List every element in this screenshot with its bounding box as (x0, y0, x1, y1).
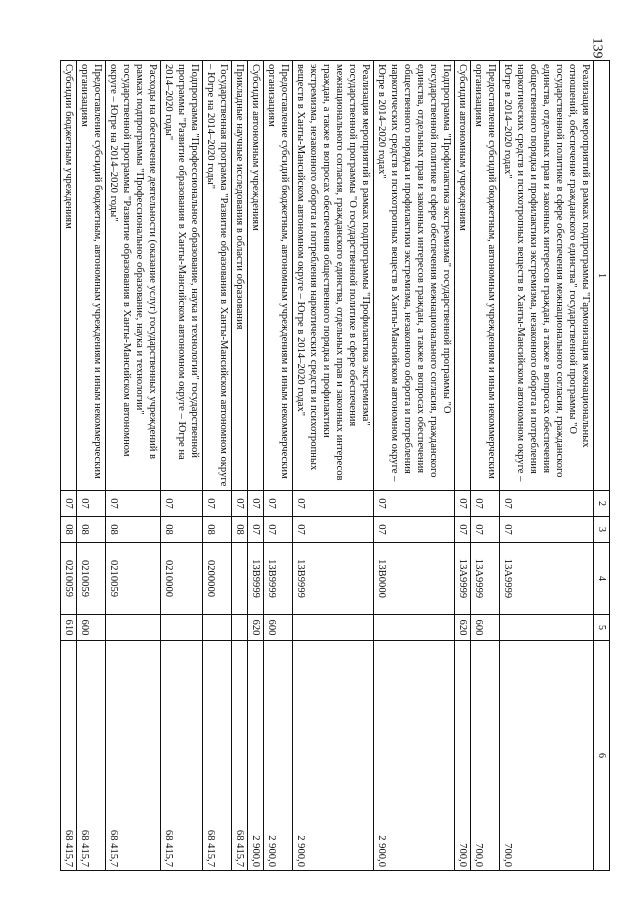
row-amount: 68 415,7 (61, 641, 77, 871)
row-section: 07 (232, 491, 248, 517)
row-target-code (232, 543, 248, 615)
row-section: 07 (264, 491, 293, 517)
header-col-2: 2 (594, 491, 610, 517)
row-name: Субсидии автономным учреждениям (248, 61, 264, 491)
row-target-code: 0210059 (77, 543, 106, 615)
row-expense-type: 620 (455, 615, 471, 641)
row-section: 07 (374, 491, 455, 517)
row-expense-type: 600 (77, 615, 106, 641)
row-target-code: 13А9999 (500, 543, 594, 615)
budget-table-rotated (60, 60, 610, 870)
row-amount: 68 415,7 (77, 641, 106, 871)
table-row (77, 61, 106, 871)
row-subsection: 07 (455, 517, 471, 543)
table-row (232, 61, 248, 871)
table-row (248, 61, 264, 871)
row-subsection: 08 (106, 517, 161, 543)
row-section: 07 (161, 491, 203, 517)
row-name: Реализация мероприятий в рамках подпрограммы "Профилактика экстремизма" государственной программы "О государственной политике в сфере обеспечения межнационального согласия, гражданского единства, отдельных прав и законных интересов граждан, а также в вопросах обеспечения общественного порядка и профилактики экстремизма, незаконного оборота и потребления наркотических средств и психотропных веществ в Ханты-Мансийском автономном округе – Югре в 2014–2020 годах" (293, 61, 374, 491)
row-target-code: 13А9999 (471, 543, 500, 615)
row-name: Расходы на обеспечение деятельности (оказание услуг) государственных учреждений в рамках подпрограммы "Профессиональное образование, наука и технологии" государственной программы "Развитие образования в Ханты-Мансийском автономном округе – Югре на 2014–2020 годы" (106, 61, 161, 491)
row-expense-type (500, 615, 594, 641)
row-amount: 2 900,0 (264, 641, 293, 871)
row-expense-type (203, 615, 232, 641)
row-subsection: 07 (293, 517, 374, 543)
row-target-code: 13В9999 (248, 543, 264, 615)
row-amount: 68 415,7 (232, 641, 248, 871)
table-row (203, 61, 232, 871)
row-target-code: 13А9999 (455, 543, 471, 615)
table-header-row (594, 61, 610, 871)
row-subsection: 08 (77, 517, 106, 543)
row-section: 07 (61, 491, 77, 517)
row-target-code: 13В9999 (293, 543, 374, 615)
budget-table (60, 60, 610, 871)
table-row (106, 61, 161, 871)
table-row (161, 61, 203, 871)
row-subsection: 07 (471, 517, 500, 543)
row-name: Субсидии автономным учреждениям (455, 61, 471, 491)
row-name: Подпрограмма "Профессиональное образование, наука и технологии" государственной программы "Развитие образования в Ханты-Мансийском автономном округе – Югре на 2014–2020 годы" (161, 61, 203, 491)
row-expense-type (232, 615, 248, 641)
row-amount: 2 900,0 (293, 641, 374, 871)
row-name: Подпрограмма "Профилактика экстремизма" государственной программы "О государственной политике в сфере обеспечения межнационального согласия, гражданского единства, отдельных прав и законных интересов граждан, а также в вопросах обеспечения общественного порядка и профилактики экстремизма, незаконного оборота и потребления наркотических средств и психотропных веществ в Ханты-Мансийском автономном округе – Югре в 2014–2020 годах" (374, 61, 455, 491)
row-section: 07 (455, 491, 471, 517)
row-target-code: 0200000 (203, 543, 232, 615)
row-amount: 68 415,7 (106, 641, 161, 871)
table-row (500, 61, 594, 871)
row-amount: 700,0 (471, 641, 500, 871)
row-target-code: 0210059 (61, 543, 77, 615)
table-row (471, 61, 500, 871)
row-expense-type (293, 615, 374, 641)
header-col-1: 1 (594, 61, 610, 491)
row-subsection: 08 (232, 517, 248, 543)
table-row (264, 61, 293, 871)
row-section: 07 (106, 491, 161, 517)
row-subsection: 08 (161, 517, 203, 543)
table-row (61, 61, 77, 871)
row-name: Субсидии бюджетным учреждениям (61, 61, 77, 491)
table-row (374, 61, 455, 871)
row-name: Государственная программа "Развитие образования в Ханты-Мансийском автономном округе – Югре на 2014–2020 годы" (203, 61, 232, 491)
row-section: 07 (293, 491, 374, 517)
row-amount: 68 415,7 (161, 641, 203, 871)
row-amount: 2 900,0 (248, 641, 264, 871)
row-amount: 68 415,7 (203, 641, 232, 871)
row-name: Реализация мероприятий в рамках подпрограммы "Гармонизация межнациональных отношений, обеспечение гражданского единства" государственной программы "О государственной политике в сфере обеспечения межнационального согласия, гражданского единства, отдельных прав и законных интересов граждан, а также в вопросах обеспечения общественного порядка и профилактики экстремизма, незаконного оборота и потребления наркотических средств и психотропных веществ в Ханты-Мансийском автономном округе – Югре в 2014–2020 годах" (500, 61, 594, 491)
row-expense-type (374, 615, 455, 641)
row-section: 07 (203, 491, 232, 517)
row-expense-type: 620 (248, 615, 264, 641)
row-subsection: 07 (264, 517, 293, 543)
row-section: 07 (471, 491, 500, 517)
table-row (455, 61, 471, 871)
row-target-code: 13В9999 (264, 543, 293, 615)
header-col-6: 6 (594, 641, 610, 871)
row-subsection: 07 (374, 517, 455, 543)
row-target-code: 13В0000 (374, 543, 455, 615)
row-target-code: 0210059 (106, 543, 161, 615)
row-expense-type (161, 615, 203, 641)
header-col-3: 3 (594, 517, 610, 543)
row-name: Прикладные научные исследования в области образования (232, 61, 248, 491)
row-target-code: 0210000 (161, 543, 203, 615)
row-expense-type (106, 615, 161, 641)
table-row (293, 61, 374, 871)
row-subsection: 08 (203, 517, 232, 543)
header-col-5: 5 (594, 615, 610, 641)
page-number: 139 (589, 37, 605, 59)
row-amount: 700,0 (455, 641, 471, 871)
row-expense-type: 600 (264, 615, 293, 641)
row-name: Предоставление субсидий бюджетным, автономным учреждениям и иным некоммерческим организациям (471, 61, 500, 491)
row-name: Предоставление субсидий бюджетным, автономным учреждениям и иным некоммерческим организациям (264, 61, 293, 491)
row-subsection: 07 (248, 517, 264, 543)
header-col-4: 4 (594, 543, 610, 615)
row-section: 07 (77, 491, 106, 517)
table-body (61, 61, 594, 871)
row-expense-type: 610 (61, 615, 77, 641)
row-expense-type: 600 (471, 615, 500, 641)
row-section: 07 (248, 491, 264, 517)
row-amount: 2 900,0 (374, 641, 455, 871)
row-section: 07 (500, 491, 594, 517)
row-subsection: 07 (500, 517, 594, 543)
row-subsection: 08 (61, 517, 77, 543)
row-name: Предоставление субсидий бюджетным, автономным учреждениям и иным некоммерческим организациям (77, 61, 106, 491)
row-amount: 700,0 (500, 641, 594, 871)
